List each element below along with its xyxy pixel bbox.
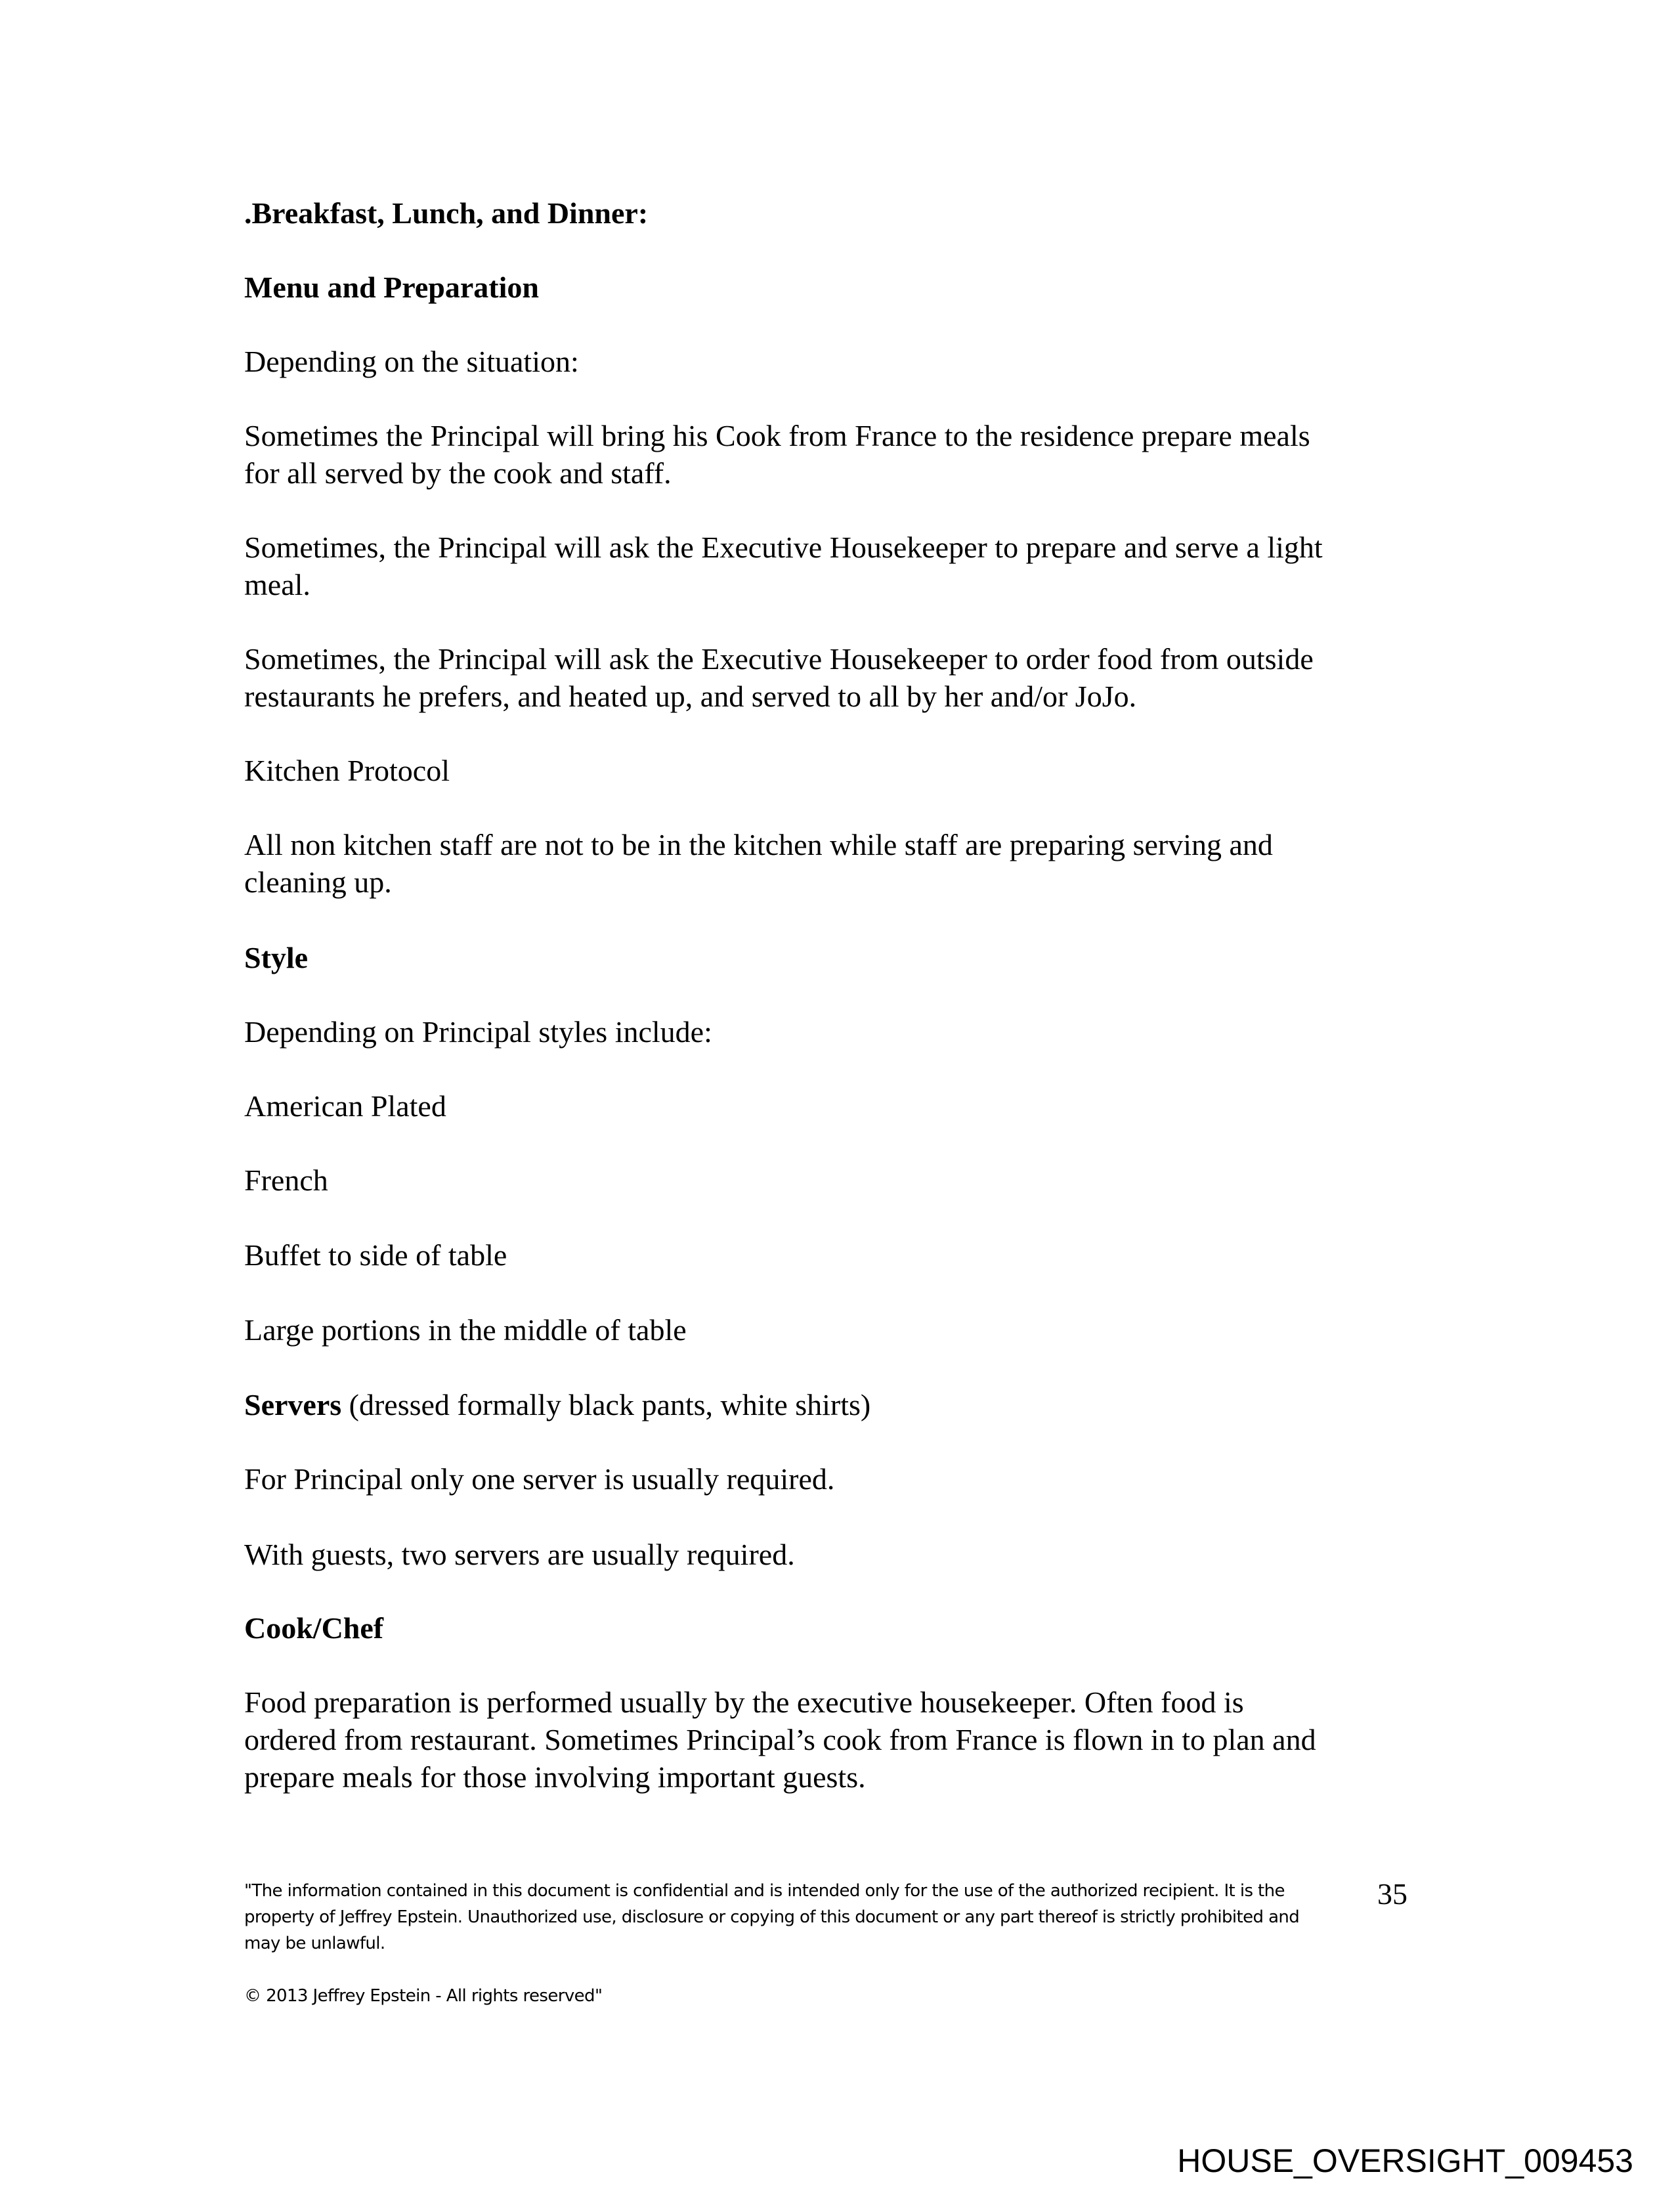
style-item: French [244,1163,328,1197]
footer-copyright: © 2013 Jeffrey Epstein - All rights reserved" [244,1986,603,2006]
cook-chef-heading: Cook/Chef [244,1611,384,1645]
page-number: 35 [1377,1877,1407,1911]
style-heading: Style [244,941,309,974]
kitchen-protocol-line1: All non kitchen staff are not to be in the kitchen while staff are preparing serving and [244,828,1273,861]
paragraph-order-food-line1: Sometimes, the Principal will ask the Executive Housekeeper to order food from outside [244,642,1314,676]
bates-stamp: HOUSE_OVERSIGHT_009453 [1177,2142,1633,2179]
paragraph-cook-line2: for all served by the cook and staff. [244,456,672,490]
section-heading-menu: Menu and Preparation [244,271,539,304]
footer-line1: "The information contained in this document is confidential and is intended only for the use of the authorized recipient. It is the [244,1881,1285,1901]
cook-paragraph-line2: ordered from restaurant. Sometimes Principal’s cook from France is flown in to plan and [244,1723,1316,1756]
style-intro: Depending on Principal styles include: [244,1015,712,1049]
style-item: American Plated [244,1089,446,1123]
servers-guests-line: With guests, two servers are usually required. [244,1538,795,1571]
kitchen-protocol-line2: cleaning up. [244,865,392,899]
paragraph-light-meal-line1: Sometimes, the Principal will ask the Executive Housekeeper to prepare and serve a light [244,531,1323,564]
cook-paragraph-line1: Food preparation is performed usually by the executive housekeeper. Often food is [244,1685,1244,1719]
paragraph-order-food-line2: restaurants he prefers, and heated up, and served to all by her and/or JoJo. [244,680,1137,713]
paragraph-cook-line1: Sometimes the Principal will bring his Cook from France to the residence prepare meals [244,419,1310,452]
servers-principal-line: For Principal only one server is usually required. [244,1462,835,1496]
servers-line [244,1386,870,1423]
kitchen-protocol-heading: Kitchen Protocol [244,754,450,787]
paragraph-light-meal-line2: meal. [244,568,311,601]
style-item: Large portions in the middle of table [244,1313,687,1347]
servers-note: (dressed formally black pants, white shirts) [341,1388,871,1421]
intro-text: Depending on the situation: [244,345,579,378]
page-title: .Breakfast, Lunch, and Dinner: [244,196,649,230]
footer-line2: property of Jeffrey Epstein. Unauthorized use, disclosure or copying of this document or any part thereof is strictly prohibited and [244,1907,1300,1927]
footer-line3: may be unlawful. [244,1934,385,1953]
style-item: Buffet to side of table [244,1238,507,1272]
servers-heading: Servers [244,1388,342,1421]
cook-paragraph-line3: prepare meals for those involving important guests. [244,1760,866,1794]
